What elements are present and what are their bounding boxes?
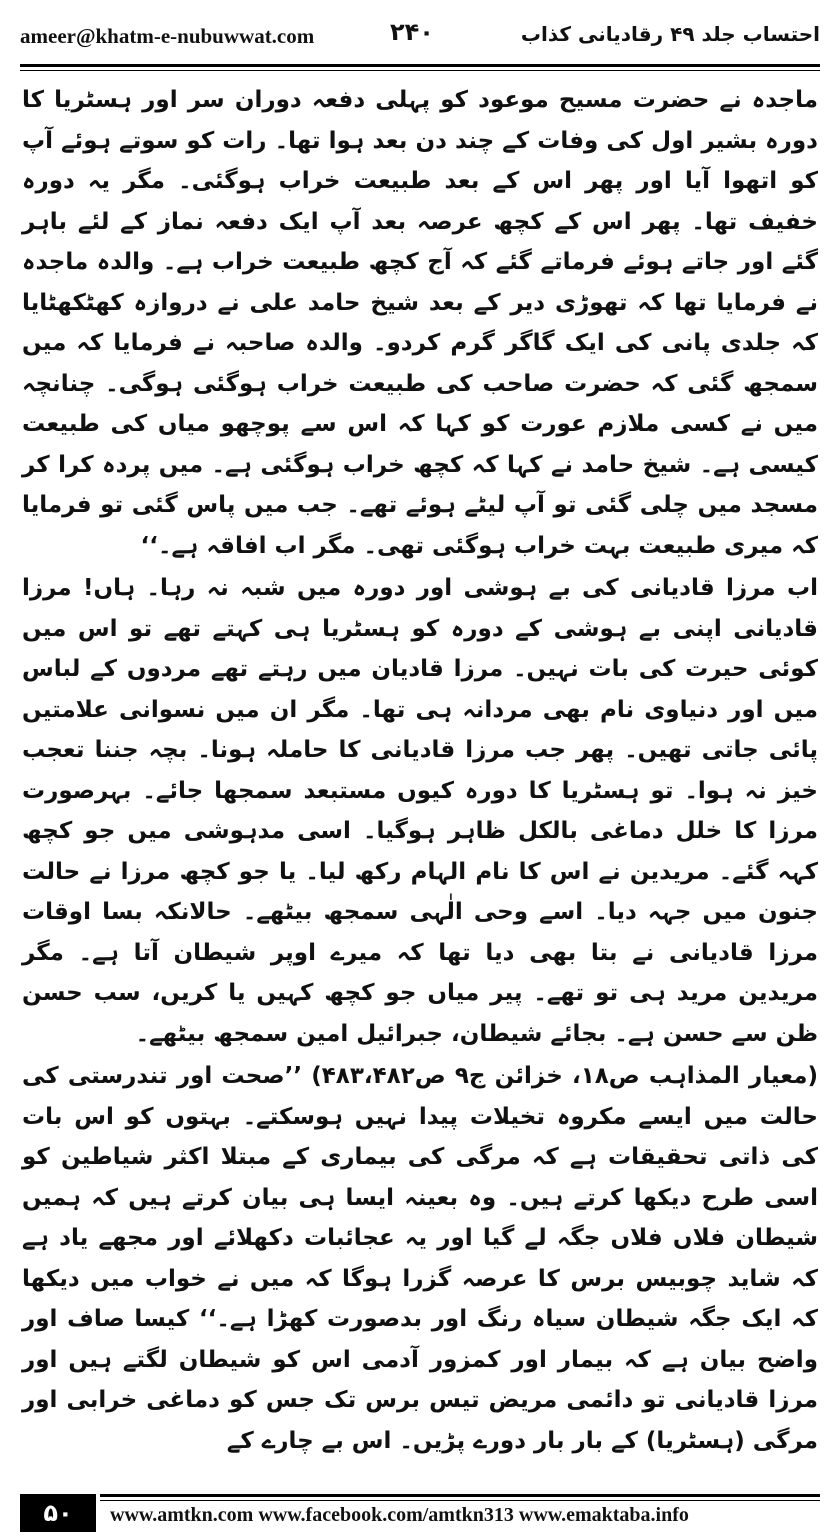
main-text <box>22 80 818 1461</box>
page-header <box>20 18 820 58</box>
footer-links: www.amtkn.com www.facebook.com/amtkn313 www.emaktaba.info <box>110 1504 689 1526</box>
paragraph-2: اب مرزا قادیانی کی بے ہوشی اور دورہ میں شبہ نہ رہا۔ ہاں! مرزا قادیانی اپنی بے ہوشی کے دورہ کو ہسٹریا ہی کہتے تھے تو اس میں کوئی حیرت کی بات نہیں۔ مرزا قادیان میں رہتے تھے مردوں کے لباس میں اور دنیاوی نام بھی مردانہ ہی تھا۔ مگر ان میں نسوانی علامتیں پائی جاتی تھیں۔ پھر جب مرزا قادیانی کا حاملہ ہونا۔ بچہ جننا تعجب خیز نہ ہوا۔ تو ہسٹریا کا دورہ کیوں مستبعد سمجھا جائے۔ بہرصورت مرزا کا خلل دماغی بالکل ظاہر ہوگیا۔ اسی مدہوشی میں جو کچھ کہہ گئے۔ مریدین نے اس کا نام الہام رکھ لیا۔ یا جو کچھ مرزا نے حالت جنون میں جہہ دیا۔ اسے وحی الٰہی سمجھ بیٹھے۔ حالانکہ بسا اوقات مرزا قادیانی نے بتا بھی دیا تھا کہ میرے اوپر شیطان آتا ہے۔ مگر مریدین مرید ہی تو تھے۔ پیر میاں جو کچھ کہیں یا کریں، سب حسن ظن سے حسن ہے۔ بجائے شیطان، جبرائیل امین سمجھ بیٹھے۔ <box>22 575 818 1047</box>
header-email: ameer@khatm-e-nubuwwat.com <box>20 24 315 48</box>
header-divider-thin <box>20 70 820 71</box>
paragraph-1: ماجدہ نے حضرت مسیح موعود کو پہلی دفعہ دوران سر اور ہسٹریا کا دورہ بشیر اول کی وفات کے چند دن بعد ہوا تھا۔ رات کو سوتے ہوئے آپ کو اتھوا آیا اور پھر اس کے بعد طبیعت خراب ہوگئی۔ مگر یہ دورہ خفیف تھا۔ پھر اس کے کچھ عرصہ بعد آپ ایک دفعہ نماز کے لئے باہر گئے اور جاتے ہوئے فرماتے گئے کہ آج کچھ طبیعت خراب ہے۔ والدہ ماجدہ نے فرمایا تھا کہ تھوڑی دیر کے بعد شیخ حامد علی نے دروازہ کھٹکھٹایا کہ جلدی پانی کی ایک گاگر گرم کردو۔ والدہ صاحبہ نے فرمایا کہ میں سمجھ گئی کہ حضرت صاحب کی طبیعت خراب ہوگئی ہوگی۔ چنانچہ میں نے کسی ملازم عورت کو کہا کہ اس سے پوچھو میاں کی طبیعت کیسی ہے۔ شیخ حامد نے کہا کہ کچھ خراب ہوگئی ہے۔ میں پردہ کرا کر مسجد میں چلی گئی تو آپ لیٹے ہوئے تھے۔ جب میں پاس گئی تو فرمایا کہ میری طبیعت بہت خراب ہوگئی تھی۔ مگر اب افاقہ ہے۔‘‘ <box>22 87 818 559</box>
footer-page-badge: ۵۰ <box>20 1494 96 1532</box>
page-footer <box>20 1494 820 1532</box>
footer-divider <box>100 1494 820 1497</box>
page-number: ۲۴۰ <box>390 18 434 46</box>
footer-divider-thin <box>100 1500 820 1501</box>
paragraph-3: (معیار المذاہب ص۱۸، خزائن ج۹ ص۴۸۳،۴۸۲) ’’صحت اور تندرستی کی حالت میں ایسے مکروہ تخیلات پیدا نہیں ہوسکتے۔ بہتوں کو اس بات کی ذاتی تحقیقات ہے کہ مرگی کی بیماری کے مبتلا اکثر شیاطین کو اسی طرح دیکھا کرتے ہیں۔ وہ بعینہ ایسا ہی بیان کرتے ہیں کہ ہمیں شیطان فلاں فلاں جگہ لے گیا اور یہ عجائبات دکھلائے اور مجھے یاد ہے کہ شاید چوبیس برس کا عرصہ گزرا ہوگا کہ میں نے خواب میں دیکھا کہ ایک جگہ شیطان سیاہ رنگ اور بدصورت کھڑا ہے۔‘‘ کیسا صاف اور واضح بیان ہے کہ بیمار اور کمزور آدمی اس کو شیطان لگتے ہیں اور مرزا قادیانی تو دائمی مریض تیس برس تک جس کو دماغی خرابی اور مرگی (ہسٹریا) کے بار بار دورے پڑیں۔ اس بے چارے کے <box>22 1063 819 1454</box>
book-title: احتساب جلد ۴۹ رقادیانی کذاب <box>520 22 820 46</box>
header-divider <box>20 64 820 67</box>
